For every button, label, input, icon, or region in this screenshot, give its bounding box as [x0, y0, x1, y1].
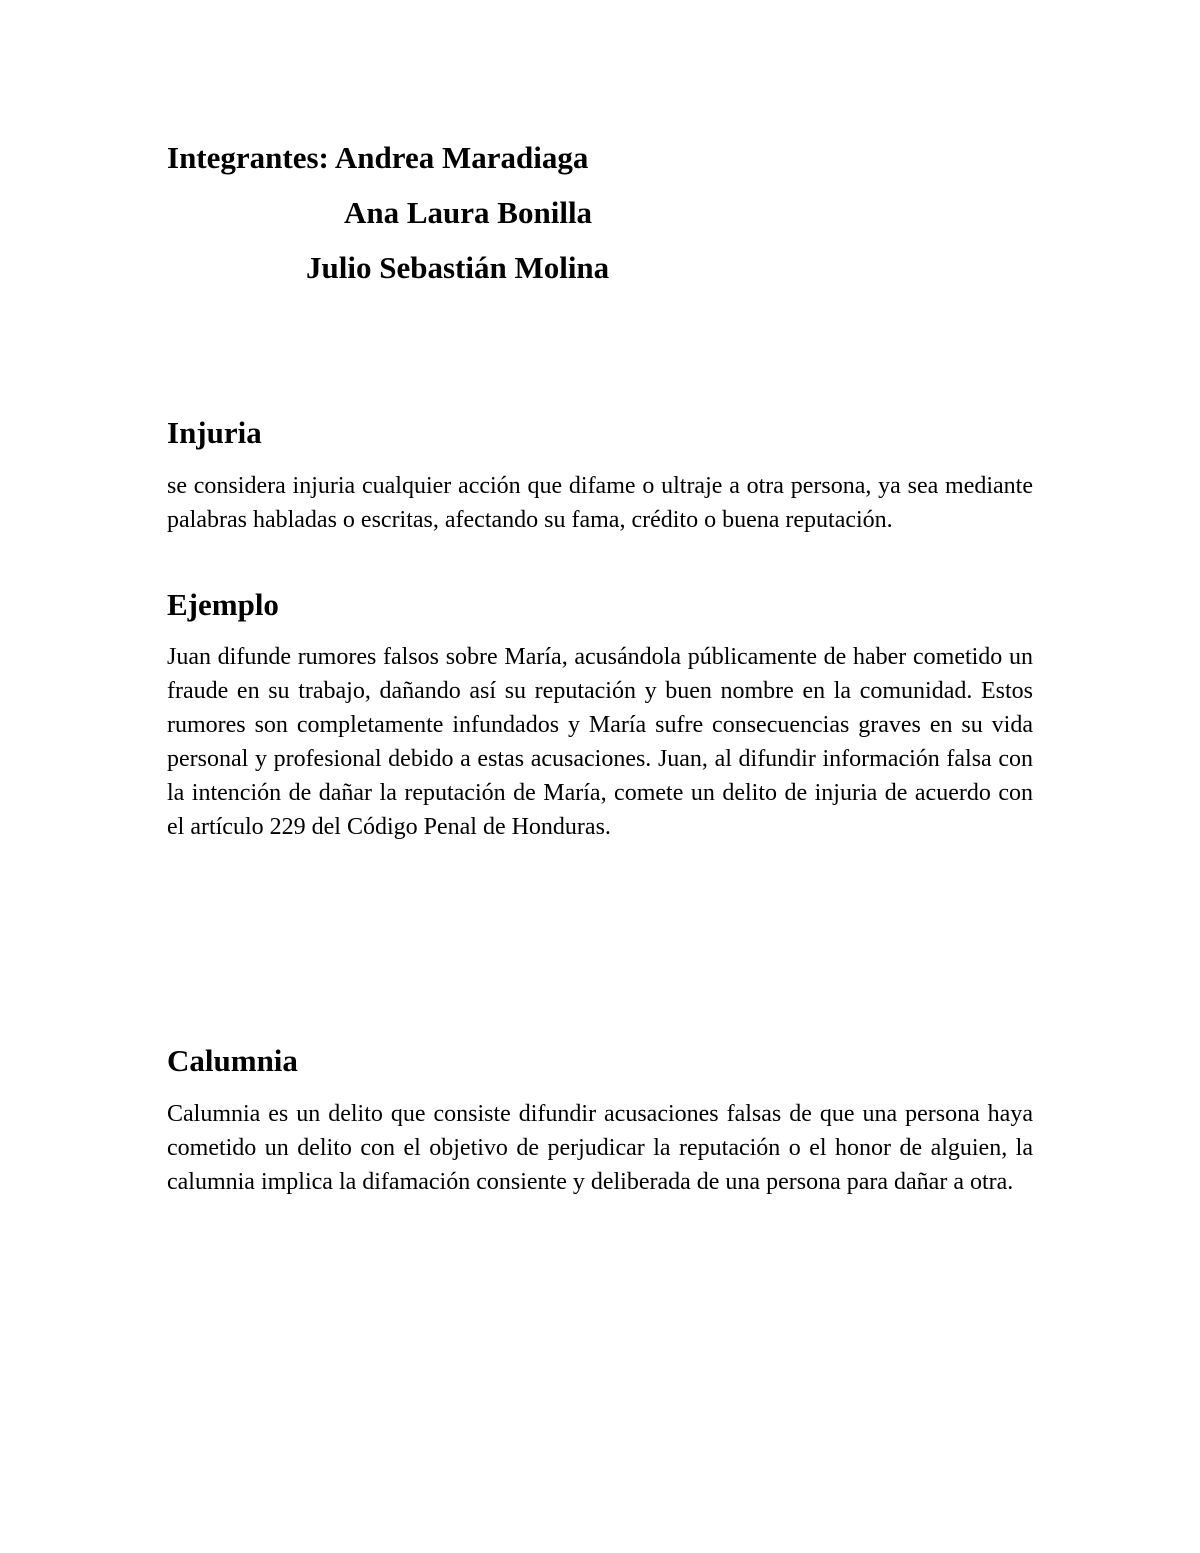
injuria-paragraph: se considera injuria cualquier acción que difame o ultraje a otra persona, ya sea mediante palabras habladas o escritas, afectando su fama, crédito o buena reputación. [167, 473, 1033, 533]
members-line-2: Ana Laura Bonilla [344, 195, 593, 230]
calumnia-heading: Calumnia [167, 1043, 298, 1078]
ejemplo-heading: Ejemplo [167, 587, 279, 622]
members-line-3: Julio Sebastián Molina [306, 250, 610, 285]
ejemplo-paragraph: Juan difunde rumores falsos sobre María, acusándola públicamente de haber cometido un fraude en su trabajo, dañando así su reputación y buen nombre en la comunidad. Estos rumores son completamente infundados y María sufre consecuencias graves en su vida personal y profesional debido a estas acusaciones. Juan, al difundir información falsa con la intención de dañar la reputación de María, comete un delito de injuria de acuerdo con el artículo 229 del Código Penal de Honduras. [167, 644, 1033, 840]
calumnia-paragraph: Calumnia es un delito que consiste difundir acusaciones falsas de que una persona haya cometido un delito con el objetivo de perjudicar la reputación o el honor de alguien, la calumnia implica la difamación consiente y deliberada de una persona para dañar a otra. [167, 1101, 1033, 1195]
injuria-heading: Injuria [167, 415, 262, 450]
members-line-1: Integrantes: Andrea Maradiaga [167, 140, 589, 175]
